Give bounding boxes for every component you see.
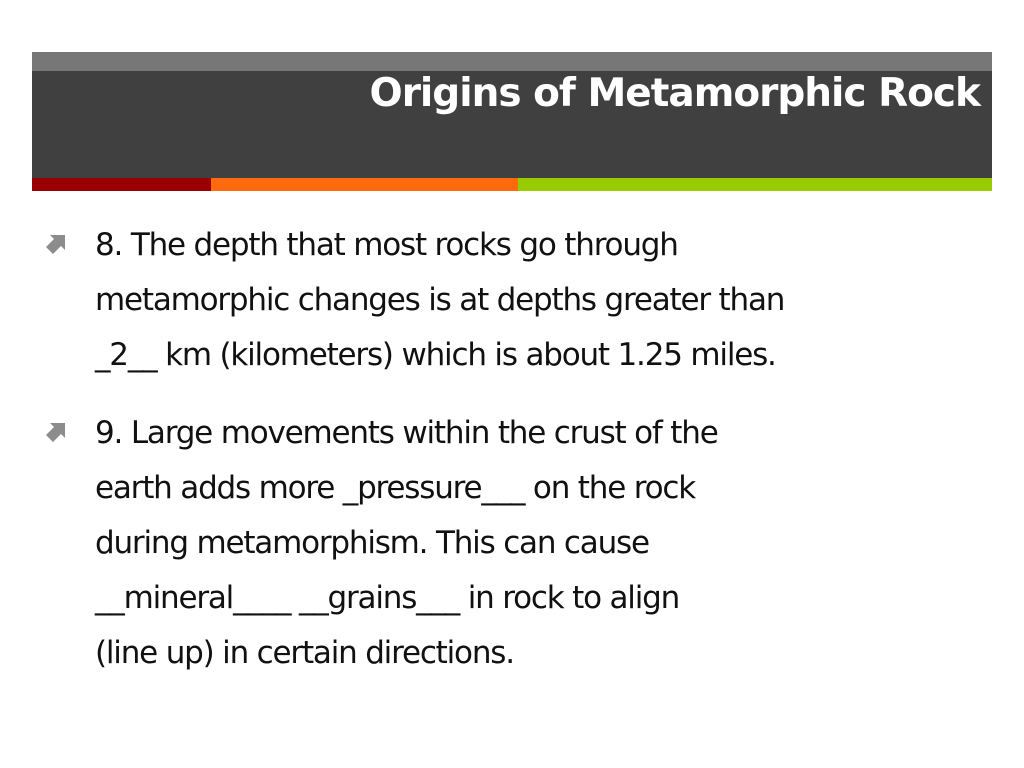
bullet-line: during metamorphism. This can cause	[95, 525, 649, 561]
bullet-text	[95, 218, 984, 383]
accent-segment-orange	[211, 178, 518, 191]
accent-segment-green	[518, 178, 992, 191]
bullet-list	[44, 218, 984, 704]
bullet-line: 8. The depth that most rocks go through	[95, 227, 678, 263]
bullet-line: metamorphic changes is at depths greater than	[95, 282, 785, 318]
bullet-text	[95, 406, 984, 681]
arrow-up-right-icon	[44, 230, 70, 256]
bullet-item-9	[44, 406, 984, 681]
bullet-line: (line up) in certain directions.	[95, 635, 514, 671]
bullet-item-8	[44, 218, 984, 383]
bullet-line: 9. Large movements within the crust of the	[95, 415, 718, 451]
bullet-line: __mineral____ __grains___ in rock to align	[95, 580, 680, 616]
arrow-up-right-icon	[44, 418, 70, 444]
slide-title: Origins of Metamorphic Rock	[369, 71, 980, 116]
title-header	[32, 52, 992, 178]
accent-segment-red	[32, 178, 211, 191]
bullet-line: earth adds more _pressure___ on the rock	[95, 470, 695, 506]
accent-bar	[32, 178, 992, 191]
bullet-line: _2__ km (kilometers) which is about 1.25 miles.	[95, 337, 776, 373]
